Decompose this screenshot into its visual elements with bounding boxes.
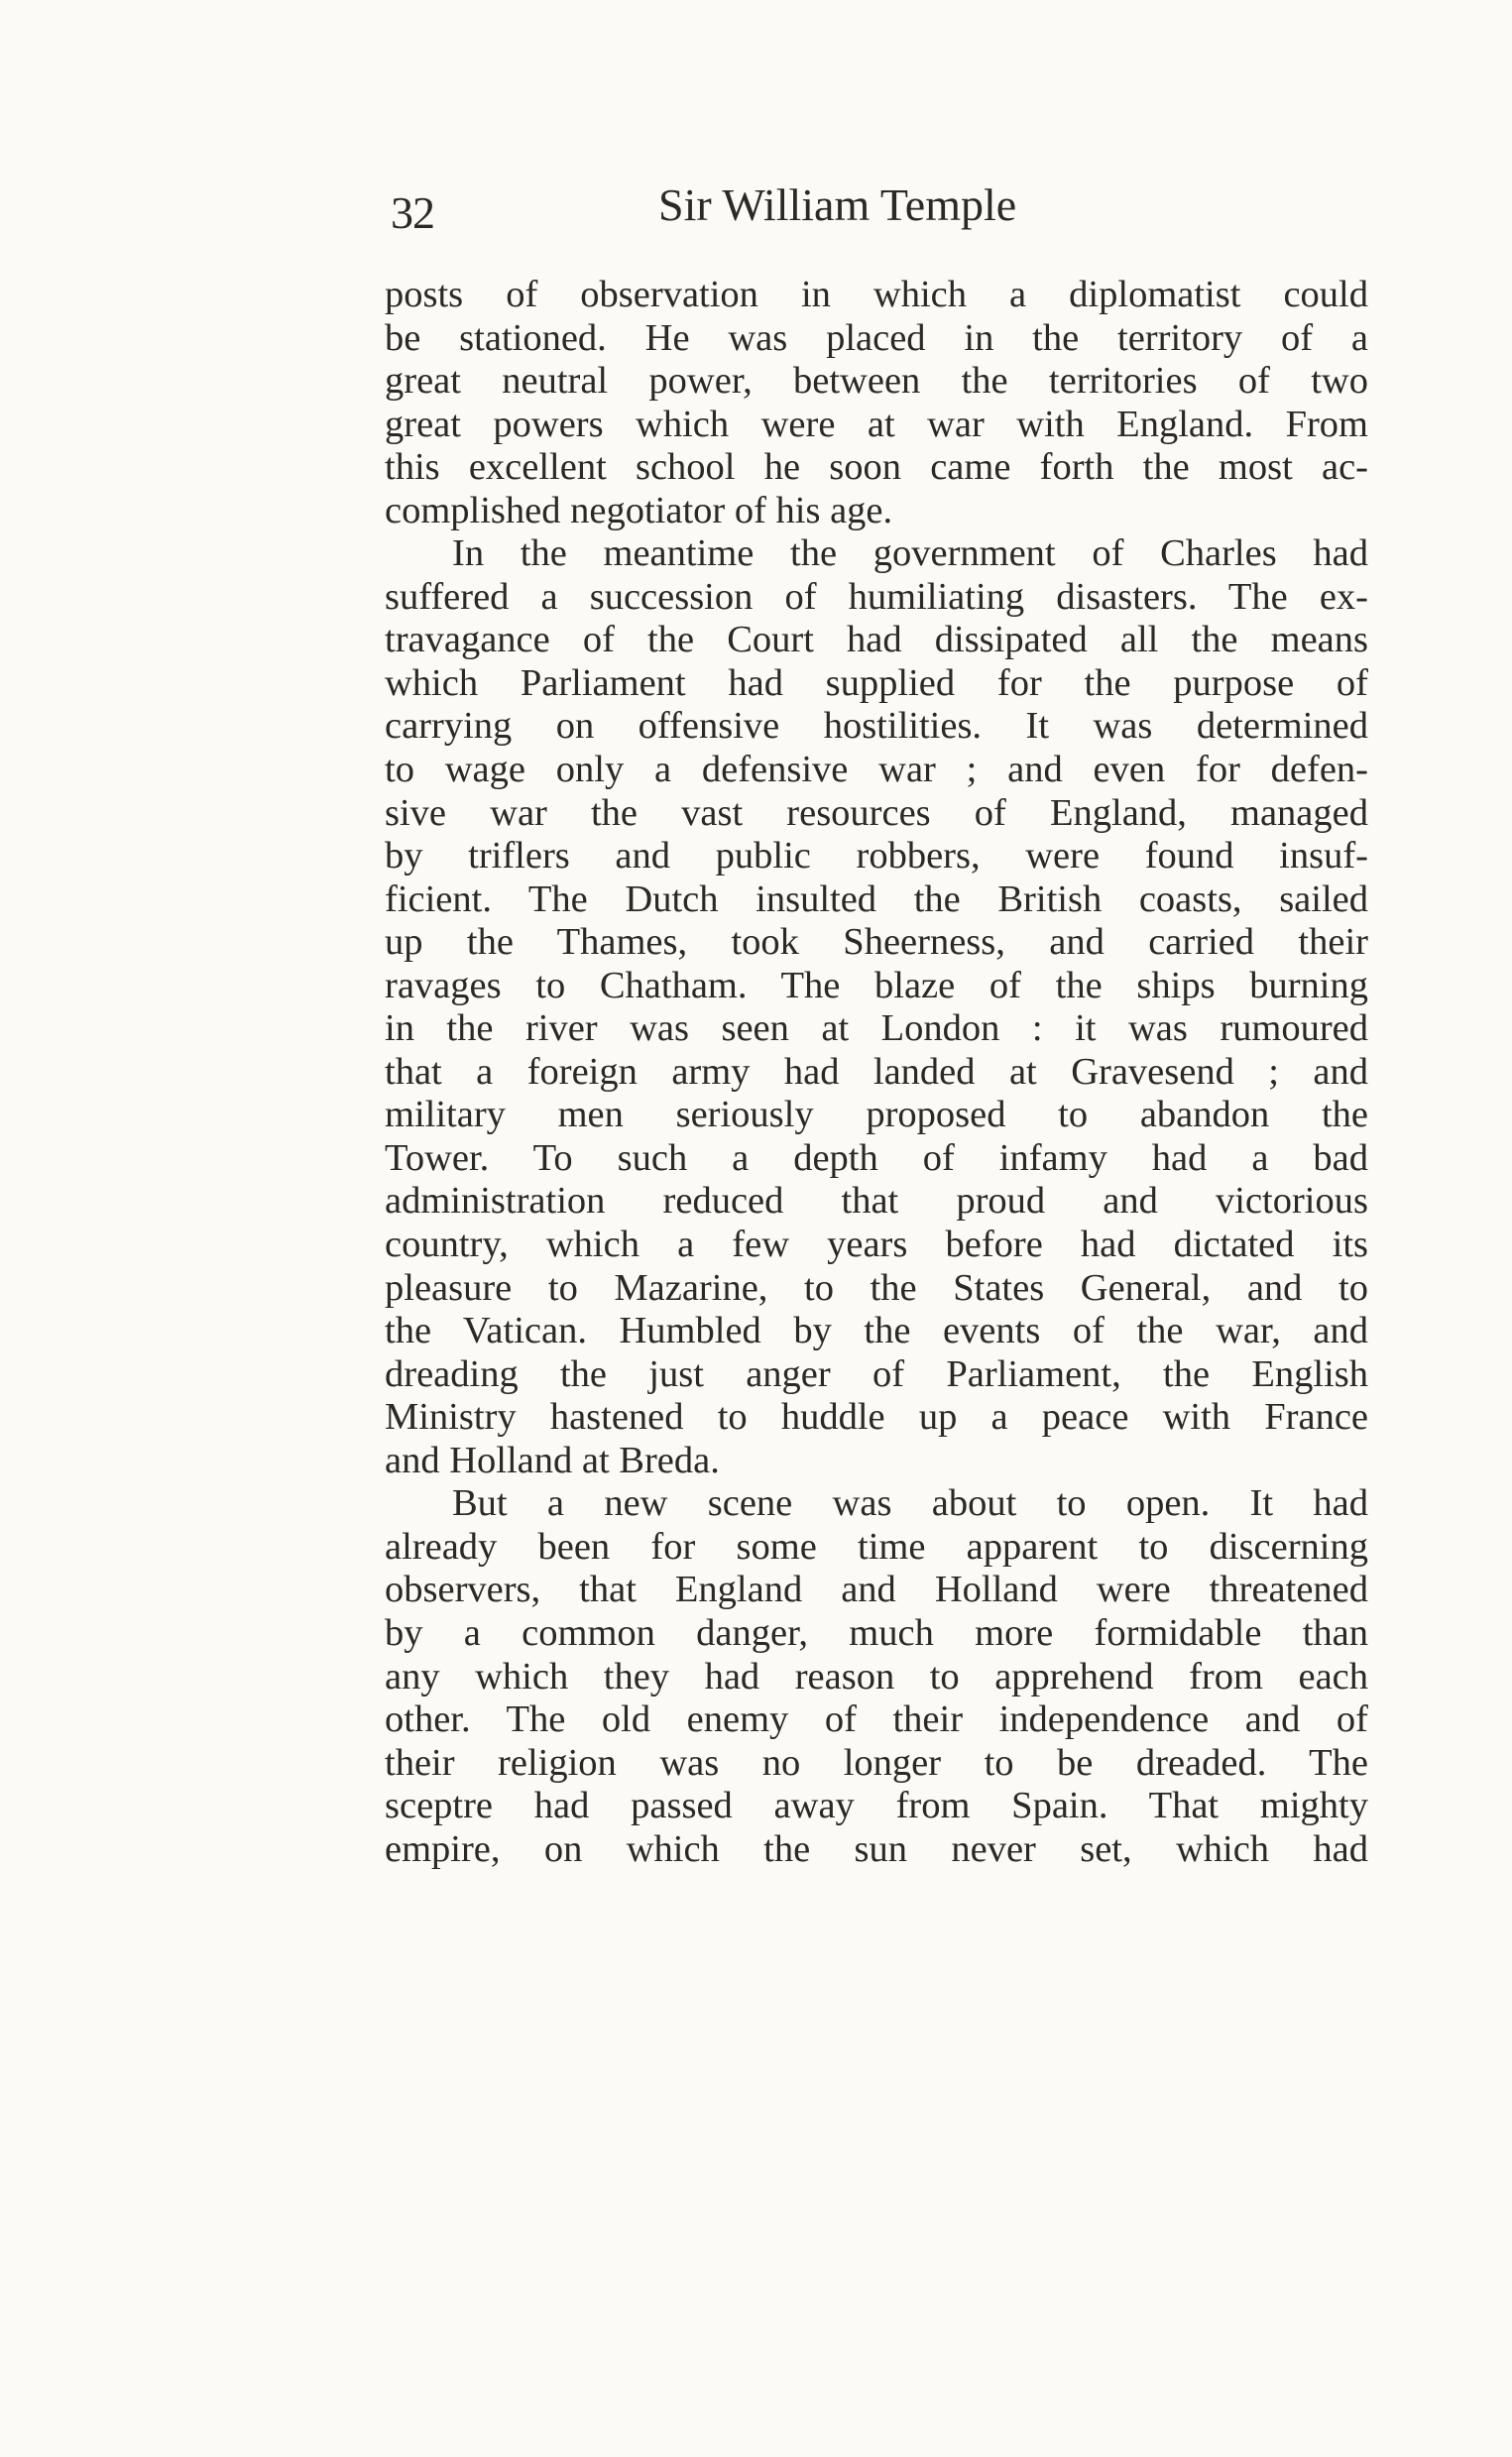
text-line: their religion was no longer to be dreaded. The [385,1741,1368,1784]
text-line: But a new scene was about to open. It had [452,1482,1368,1525]
text-line: ravages to Chatham. The blaze of the ships burning [385,964,1368,1006]
text-line: sive war the vast resources of England, managed [385,791,1368,834]
text-line: in the river was seen at London : it was rumoured [385,1007,1368,1050]
text-line: military men seriously proposed to abandon the [385,1094,1368,1136]
text-line: this excellent school he soon came forth the most ac- [385,446,1368,489]
text-line: country, which a few years before had dictated its [385,1224,1368,1266]
text-line: Ministry hastened to huddle up a peace with France [385,1396,1368,1439]
text-line: sceptre had passed away from Spain. That mighty [385,1785,1368,1827]
text-line: which Parliament had supplied for the purpose of [385,661,1368,704]
text-line: the Vatican. Humbled by the events of the war, and [385,1310,1368,1352]
text-line: travagance of the Court had dissipated all the means [385,619,1368,661]
paragraph [385,274,1368,532]
text-line: already been for some time apparent to discerning [385,1525,1368,1568]
text-line: that a foreign army had landed at Gravesend ; and [385,1050,1368,1093]
text-line: observers, that England and Holland were threatened [385,1569,1368,1611]
page-header [385,178,1368,248]
text-line: be stationed. He was placed in the territory of a [385,316,1368,359]
text-line: other. The old enemy of their independence and of [385,1698,1368,1741]
text-line: complished negotiator of his age. [385,489,893,531]
text-line: pleasure to Mazarine, to the States General, and to [385,1266,1368,1309]
paragraph [385,532,1368,1482]
text-line: ficient. The Dutch insulted the British coasts, sailed [385,878,1368,920]
text-line: to wage only a defensive war ; and even for defen- [385,749,1368,791]
text-line: great neutral power, between the territories of two [385,360,1368,403]
paragraph [385,1482,1368,1871]
text-line: suffered a succession of humiliating disasters. The ex- [385,575,1368,618]
text-line: by triflers and public robbers, were found insuf- [385,835,1368,878]
text-line: up the Thames, took Sheerness, and carried their [385,921,1368,964]
page-number: 32 [391,187,434,238]
text-line: empire, on which the sun never set, which had [385,1827,1368,1870]
text-line: great powers which were at war with England. From [385,403,1368,445]
text-line: In the meantime the government of Charles had [452,532,1368,575]
text-line: Tower. To such a depth of infamy had a bad [385,1136,1368,1179]
text-line: carrying on offensive hostilities. It was determined [385,705,1368,748]
body-text [385,274,1368,1871]
running-title: Sir William Temple [658,179,1017,230]
text-line: any which they had reason to apprehend from each [385,1655,1368,1697]
text-line: and Holland at Breda. [385,1439,720,1481]
text-line: by a common danger, much more formidable than [385,1611,1368,1654]
text-line: administration reduced that proud and victorious [385,1180,1368,1223]
text-line: dreading the just anger of Parliament, the English [385,1352,1368,1395]
text-line: posts of observation in which a diplomatist could [385,274,1368,315]
